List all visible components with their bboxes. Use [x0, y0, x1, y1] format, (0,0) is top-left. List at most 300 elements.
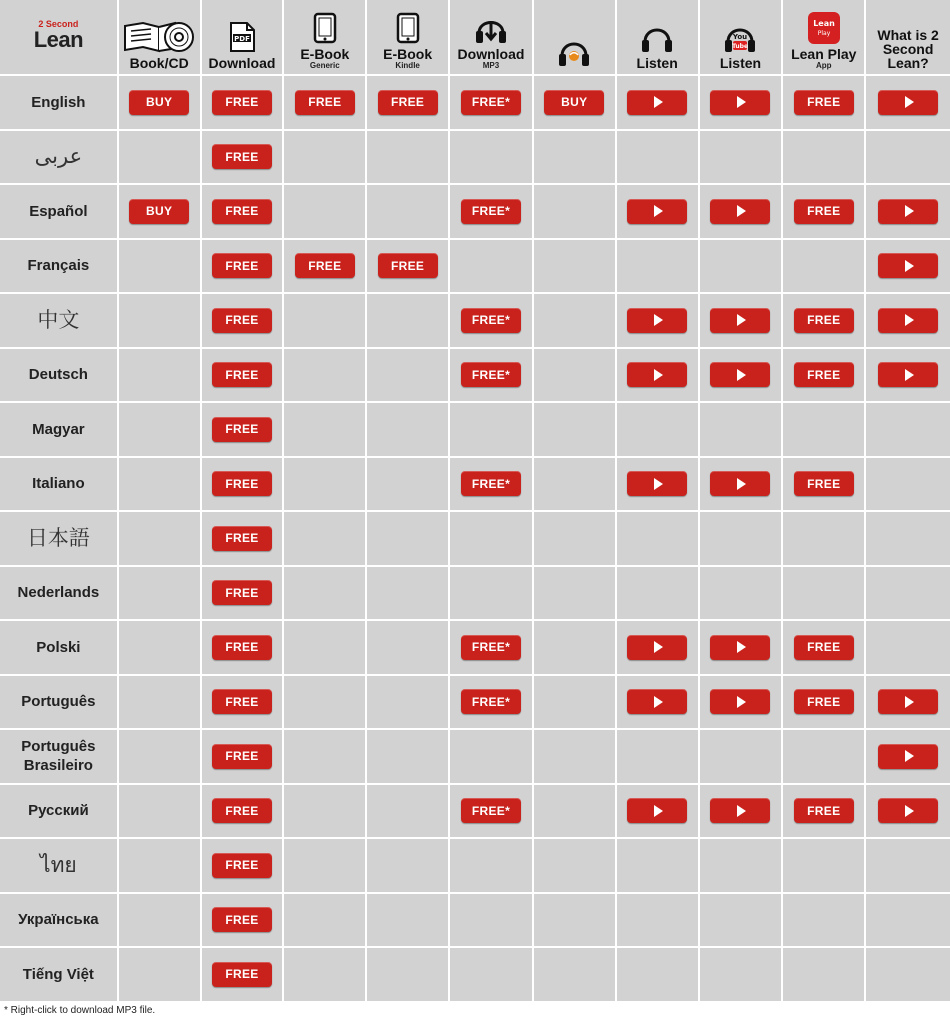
table-cell — [534, 839, 617, 894]
table-cell — [866, 185, 950, 240]
language-row — [0, 839, 950, 894]
table-cell — [866, 567, 950, 622]
header-row — [0, 0, 950, 76]
table-cell — [534, 240, 617, 295]
table-cell — [783, 294, 866, 349]
language-cell — [0, 676, 119, 731]
language-cell — [0, 730, 119, 785]
svg-text:Lean: Lean — [812, 19, 835, 28]
table-cell — [617, 76, 700, 131]
free-button[interactable]: FREE — [378, 90, 438, 115]
table-cell — [367, 240, 450, 295]
language-row — [0, 403, 950, 458]
play-icon — [737, 369, 746, 381]
play-icon — [737, 205, 746, 217]
table-cell — [783, 621, 866, 676]
play-icon — [654, 478, 663, 490]
play-icon — [654, 641, 663, 653]
logo-cell — [0, 0, 119, 76]
table-cell — [284, 948, 367, 1003]
free-button[interactable]: FREE — [212, 853, 272, 878]
free-button[interactable]: FREE — [212, 689, 272, 714]
table-cell — [202, 948, 285, 1003]
table-cell — [367, 676, 450, 731]
play-button[interactable] — [710, 798, 770, 823]
table-cell — [284, 785, 367, 840]
column-header-7 — [617, 0, 700, 76]
table-cell — [284, 185, 367, 240]
table-cell — [119, 131, 202, 186]
free-button[interactable]: FREE — [794, 689, 854, 714]
table-cell — [367, 185, 450, 240]
table-cell — [202, 730, 285, 785]
free-button[interactable]: FREE — [212, 253, 272, 278]
language-name: Italiano — [32, 475, 85, 493]
play-icon — [905, 314, 914, 326]
free-button[interactable]: FREE — [212, 526, 272, 551]
language-row — [0, 185, 950, 240]
table-cell — [700, 676, 784, 731]
table-cell — [119, 458, 202, 513]
column-header-4 — [367, 0, 450, 76]
play-button[interactable] — [627, 798, 687, 823]
table-cell — [284, 512, 367, 567]
buy-button[interactable]: BUY — [129, 90, 189, 115]
table-cell — [534, 131, 617, 186]
free-button[interactable]: FREE — [794, 308, 854, 333]
table-cell — [450, 785, 534, 840]
play-button[interactable] — [878, 199, 938, 224]
free-button[interactable]: FREE — [212, 417, 272, 442]
column-header-10 — [866, 0, 950, 76]
free-button[interactable]: FREE — [212, 580, 272, 605]
table-cell — [534, 403, 617, 458]
language-name: Русский — [28, 802, 89, 820]
language-name: 中文 — [37, 308, 80, 332]
play-button[interactable] — [627, 199, 687, 224]
table-cell — [534, 185, 617, 240]
table-cell — [450, 185, 534, 240]
play-icon — [654, 96, 663, 108]
play-icon — [905, 96, 914, 108]
free-button[interactable]: FREE — [378, 253, 438, 278]
column-label: E-Book — [383, 46, 433, 62]
table-cell — [783, 403, 866, 458]
free-button[interactable]: FREE — [794, 199, 854, 224]
table-cell — [119, 185, 202, 240]
play-icon — [737, 805, 746, 817]
table-cell — [700, 294, 784, 349]
book-cd-icon — [119, 20, 200, 54]
table-cell — [367, 403, 450, 458]
table-cell — [866, 458, 950, 513]
column-label: Download — [457, 46, 525, 62]
table-cell — [700, 948, 784, 1003]
play-button[interactable] — [878, 90, 938, 115]
table-cell — [284, 131, 367, 186]
table-cell — [783, 349, 866, 404]
free-mp3-button[interactable]: FREE* — [461, 635, 521, 660]
table-cell — [866, 785, 950, 840]
play-button[interactable] — [627, 362, 687, 387]
table-cell — [866, 403, 950, 458]
table-cell — [284, 240, 367, 295]
free-button[interactable]: FREE — [295, 90, 355, 115]
column-sublabel: MP3 — [482, 61, 500, 70]
headphones-download-icon — [450, 11, 532, 45]
language-cell — [0, 839, 119, 894]
table-cell — [202, 76, 285, 131]
table-cell — [866, 621, 950, 676]
language-cell — [0, 240, 119, 295]
tablet-icon — [367, 11, 448, 45]
language-name: Español — [29, 202, 88, 220]
language-row — [0, 948, 950, 1003]
table-cell — [534, 621, 617, 676]
column-header-8 — [700, 0, 784, 76]
table-cell — [617, 676, 700, 731]
free-mp3-button[interactable]: FREE* — [461, 362, 521, 387]
play-button[interactable] — [627, 635, 687, 660]
table-cell — [700, 458, 784, 513]
free-button[interactable]: FREE — [794, 798, 854, 823]
table-cell — [119, 676, 202, 731]
svg-text:Tube: Tube — [732, 43, 749, 50]
svg-text:Play: Play — [817, 30, 831, 37]
table-cell — [783, 458, 866, 513]
table-cell — [534, 676, 617, 731]
free-button[interactable]: FREE — [212, 308, 272, 333]
column-sublabel: Kindle — [395, 61, 420, 70]
table-cell — [284, 76, 367, 131]
table-cell — [534, 76, 617, 131]
lean-play-app-icon — [783, 11, 864, 45]
table-cell — [284, 294, 367, 349]
table-cell — [866, 730, 950, 785]
table-cell — [617, 294, 700, 349]
table-cell — [783, 785, 866, 840]
free-button[interactable]: FREE — [794, 362, 854, 387]
table-cell — [202, 349, 285, 404]
table-cell — [119, 948, 202, 1003]
table-cell — [617, 839, 700, 894]
table-cell — [367, 76, 450, 131]
table-cell — [450, 894, 534, 949]
svg-text:You: You — [733, 33, 748, 41]
table-cell — [700, 839, 784, 894]
column-sublabel: App — [816, 61, 832, 70]
table-cell — [450, 512, 534, 567]
play-icon — [737, 696, 746, 708]
footnote: * Right-click to download MP3 file. — [4, 1005, 156, 1016]
language-name: 日本語 — [26, 526, 90, 550]
table-cell — [534, 948, 617, 1003]
play-button[interactable] — [627, 308, 687, 333]
language-name: Nederlands — [17, 584, 100, 602]
play-button[interactable] — [878, 798, 938, 823]
table-cell — [700, 730, 784, 785]
play-icon — [654, 805, 663, 817]
language-cell — [0, 621, 119, 676]
language-cell — [0, 512, 119, 567]
free-mp3-button[interactable]: FREE* — [461, 689, 521, 714]
table-cell — [119, 839, 202, 894]
table-cell — [367, 458, 450, 513]
free-button[interactable]: FREE — [212, 471, 272, 496]
table-cell — [450, 839, 534, 894]
table-cell — [119, 894, 202, 949]
language-row — [0, 294, 950, 349]
free-button[interactable]: FREE — [212, 635, 272, 660]
free-mp3-button[interactable]: FREE* — [461, 308, 521, 333]
table-cell — [866, 76, 950, 131]
table-cell — [202, 512, 285, 567]
language-cell — [0, 785, 119, 840]
table-cell — [119, 294, 202, 349]
language-name: English — [31, 93, 86, 111]
table-cell — [284, 839, 367, 894]
table-cell — [284, 894, 367, 949]
column-header-3 — [284, 0, 367, 76]
table-cell — [534, 730, 617, 785]
table-cell — [866, 948, 950, 1003]
language-cell — [0, 948, 119, 1003]
table-cell — [367, 512, 450, 567]
table-cell — [202, 240, 285, 295]
buy-button[interactable]: BUY — [129, 199, 189, 224]
column-label: Book/CD — [129, 55, 189, 71]
table-cell — [367, 894, 450, 949]
table-cell — [284, 567, 367, 622]
table-cell — [119, 567, 202, 622]
audible-icon — [534, 34, 615, 68]
free-button[interactable]: FREE — [295, 253, 355, 278]
table-cell — [119, 403, 202, 458]
table-cell — [783, 76, 866, 131]
column-label: What is 2 Second Lean? — [877, 27, 939, 71]
language-name: Tiếng Việt — [22, 965, 94, 983]
play-button[interactable] — [627, 689, 687, 714]
column-label: E-Book — [300, 46, 350, 62]
table-cell — [866, 349, 950, 404]
language-row — [0, 785, 950, 840]
table-cell — [367, 730, 450, 785]
language-row — [0, 512, 950, 567]
table-cell — [202, 131, 285, 186]
table-cell — [534, 294, 617, 349]
language-name: Українська — [18, 911, 99, 929]
language-cell — [0, 567, 119, 622]
language-name: عربى — [34, 145, 83, 169]
play-button[interactable] — [878, 744, 938, 769]
play-icon — [737, 641, 746, 653]
language-name: Français — [27, 257, 90, 275]
table-cell — [617, 785, 700, 840]
table-cell — [700, 131, 784, 186]
play-icon — [654, 369, 663, 381]
column-header-5 — [450, 0, 534, 76]
table-cell — [367, 294, 450, 349]
free-mp3-button[interactable]: FREE* — [461, 199, 521, 224]
play-button[interactable] — [710, 471, 770, 496]
table-cell — [450, 76, 534, 131]
play-button[interactable] — [710, 635, 770, 660]
column-header-2 — [202, 0, 285, 76]
table-cell — [700, 567, 784, 622]
free-button[interactable]: FREE — [794, 90, 854, 115]
table-cell — [700, 894, 784, 949]
language-cell — [0, 403, 119, 458]
column-label: Lean Play — [791, 46, 857, 62]
table-cell — [700, 785, 784, 840]
logo-2-second-lean[interactable] — [34, 0, 83, 70]
logo-big-text: Lean — [33, 26, 84, 52]
table-cell — [700, 185, 784, 240]
table-cell — [866, 512, 950, 567]
table-cell — [450, 403, 534, 458]
free-button[interactable]: FREE — [212, 362, 272, 387]
table-cell — [783, 948, 866, 1003]
play-button[interactable] — [878, 253, 938, 278]
table-cell — [617, 131, 700, 186]
tablet-icon — [284, 11, 365, 45]
play-button[interactable] — [710, 362, 770, 387]
free-button[interactable]: FREE — [212, 962, 272, 987]
free-button[interactable]: FREE — [794, 471, 854, 496]
column-header-6 — [534, 0, 617, 76]
free-mp3-button[interactable]: FREE* — [461, 798, 521, 823]
table-cell — [783, 839, 866, 894]
free-button[interactable]: FREE — [212, 90, 272, 115]
table-cell — [783, 185, 866, 240]
play-button[interactable] — [710, 199, 770, 224]
language-row — [0, 730, 950, 785]
table-cell — [700, 621, 784, 676]
table-cell — [534, 785, 617, 840]
language-name: Português Brasileiro — [21, 738, 96, 775]
play-icon — [654, 314, 663, 326]
play-button[interactable] — [878, 308, 938, 333]
table-cell — [367, 839, 450, 894]
free-button[interactable]: FREE — [212, 744, 272, 769]
table-cell — [866, 131, 950, 186]
table-cell — [617, 730, 700, 785]
free-button[interactable]: FREE — [212, 907, 272, 932]
table-cell — [700, 403, 784, 458]
play-button[interactable] — [710, 689, 770, 714]
table-cell — [202, 839, 285, 894]
table-cell — [617, 621, 700, 676]
table-cell — [119, 240, 202, 295]
table-cell — [617, 948, 700, 1003]
play-icon — [905, 805, 914, 817]
table-cell — [284, 403, 367, 458]
column-label: Listen — [719, 55, 762, 71]
youtube-headphones-icon — [700, 20, 782, 54]
language-cell — [0, 131, 119, 186]
buy-button[interactable]: BUY — [544, 90, 604, 115]
logo-small-text: 2 Second — [38, 18, 79, 29]
table-cell — [617, 240, 700, 295]
free-button[interactable]: FREE — [794, 635, 854, 660]
language-row — [0, 76, 950, 131]
table-cell — [119, 621, 202, 676]
play-icon — [905, 750, 914, 762]
table-cell — [783, 512, 866, 567]
language-row — [0, 240, 950, 295]
language-name: Português — [21, 693, 96, 711]
language-cell — [0, 76, 119, 131]
play-button[interactable] — [627, 90, 687, 115]
table-cell — [783, 730, 866, 785]
table-cell — [119, 512, 202, 567]
table-cell — [284, 621, 367, 676]
language-cell — [0, 185, 119, 240]
language-cell — [0, 894, 119, 949]
table-cell — [119, 730, 202, 785]
table-cell — [284, 730, 367, 785]
table-cell — [202, 294, 285, 349]
free-button[interactable]: FREE — [212, 199, 272, 224]
column-sublabel: Generic — [309, 61, 340, 70]
language-cell — [0, 458, 119, 513]
free-button[interactable]: FREE — [212, 798, 272, 823]
table-cell — [450, 948, 534, 1003]
table-cell — [617, 567, 700, 622]
play-button[interactable] — [878, 689, 938, 714]
table-cell — [202, 676, 285, 731]
play-icon — [737, 314, 746, 326]
table-cell — [450, 294, 534, 349]
table-cell — [617, 512, 700, 567]
play-button[interactable] — [627, 471, 687, 496]
play-button[interactable] — [878, 362, 938, 387]
free-button[interactable]: FREE — [212, 144, 272, 169]
table-cell — [119, 349, 202, 404]
language-name: ไทย — [40, 853, 77, 877]
table-cell — [450, 676, 534, 731]
table-cell — [367, 948, 450, 1003]
table-cell — [450, 240, 534, 295]
table-cell — [866, 294, 950, 349]
play-button[interactable] — [710, 90, 770, 115]
table-cell — [367, 621, 450, 676]
table-cell — [783, 240, 866, 295]
table-cell — [534, 349, 617, 404]
play-button[interactable] — [710, 308, 770, 333]
language-row — [0, 349, 950, 404]
table-cell — [202, 567, 285, 622]
table-cell — [202, 403, 285, 458]
table-cell — [534, 512, 617, 567]
table-cell — [367, 131, 450, 186]
table-cell — [866, 894, 950, 949]
play-icon — [654, 205, 663, 217]
free-mp3-button[interactable]: FREE* — [461, 90, 521, 115]
table-cell — [534, 458, 617, 513]
table-cell — [202, 621, 285, 676]
play-icon — [905, 205, 914, 217]
table-cell — [617, 403, 700, 458]
free-mp3-button[interactable]: FREE* — [461, 471, 521, 496]
table-cell — [700, 240, 784, 295]
table-cell — [617, 185, 700, 240]
table-cell — [450, 621, 534, 676]
svg-text:PDF: PDF — [234, 35, 250, 43]
table-cell — [367, 785, 450, 840]
language-row — [0, 131, 950, 186]
column-header-9 — [783, 0, 866, 76]
